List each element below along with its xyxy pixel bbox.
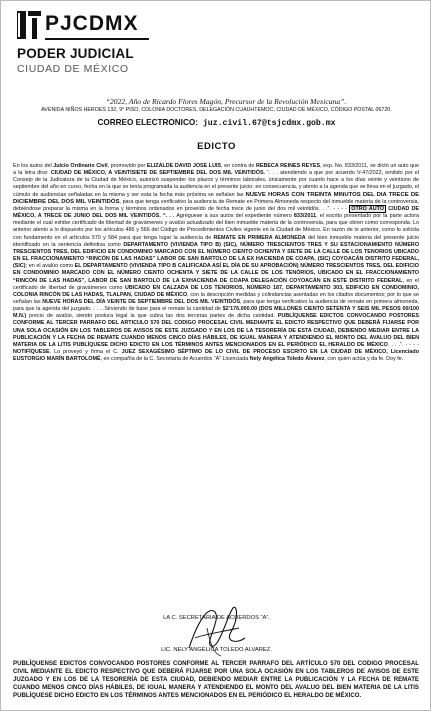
text-run: . . . .”. - - - - — [387, 341, 419, 348]
text-run: , para que tenga verificativo la audiencia de Remate en Primera Almoneda respecto del inmueble materia de la controversia, debiéndose preparar la misma en la forma y términos ordenados en proveído de fecha trece de junio del dos mil veintidós. . .”. - - - - — [13, 198, 420, 212]
text-run: , con la descripción medidas y colindancias asentadas en los citados documentos; por lo que se señalan las — [13, 291, 419, 305]
signature-role: LA C. SECRETARIA DE ACUERDOS “A”. — [163, 615, 270, 621]
text-run: “. . . atendiendo a que por acuerdo V-47/2022, emitido por el Consejo de la Judicatura de la Ciudad de México, autorizó suspender los plazos y términos laborales, únicamente por cuanto hace a los días veinte y veintiuno de septiembre del año en curso, fecha en la que se tenía programada la audiencia en el presente juicio; en consecuencia, y atento a la agenda que se lleva en el juzgado, el cúmulo de audiencias señaladas en la misma y ser esta la fecha más próxima se señalan las — [13, 170, 420, 198]
case-number: 833/2011 — [293, 213, 317, 220]
edict-body — [13, 163, 419, 363]
text-run: precio de avalúo, siendo postura legal la que cubra las dos terceras partes de dicha cantidad. — [26, 313, 278, 320]
property-description: DEPARTAMENTO (VIVIENDA TIPO B) (SIC), NÚMERO TRESCIENTOS TRES Y SU ESTACIONAMIENTO NÚMERO TRESCIENTOS TRES, DEL EDIFICIO EN CONDOMINIO MARCADO CON EL NÚMERO CIENTO OCHENTA Y SIETE DE LA CALLE DE LOS TENORIOS UBICADO EN EL FRACCIONAMIENTO “RINCÓN DE LAS HADAS” LABOR DE SAN BARTOLO DE LA EX HACIENDA DE COAPA, (SIC) COYOACÁN DISTRITO FEDERAL, (SIC) — [13, 241, 420, 270]
emblem-icon — [15, 9, 45, 43]
text-run: , para que tenga verificativo la audiencia de remate en primera almoneda, para que la agenda del juzgado. . . . . — [13, 298, 419, 313]
text-run: Sirviendo de base para el remate la cantidad de — [104, 306, 223, 313]
text-run: CIUDAD DE MÉXICO, A VEINTISIETE DE SEPTIEMBRE DEL DOS MIL VEINTIDÓS. — [50, 170, 266, 177]
plaintiff-name: ELIZALDE DAVID JOSE LUIS — [146, 163, 222, 169]
publication-footer: PUBLÍQUENSE EDICTOS CONVOCANDO POSTORES CONFORME AL TERCER PARRAFO DEL ARTÍCULO 570 DEL CODIGO PROCESAL CIVIL MEDIANTE EL EDICTO RESPECTIVO QUE DEBERÁ FIJARSE POR UNA SOLA OCASIÓN EN LOS TABLEROS DE AVISOS DE ESTE JUZGADO Y EN LOS DE LA TESORERÍA DE ESTA CIUDAD, DEBIENDO MEDIAR ENTRE LA PUBLICACIÓN Y LA FECHA DE REMATE CUANDO MENOS CINCO DÍAS HÁBILES, DE IGUAL MANERA Y ATENDIENDO EL MONTO DEL AVALUO DEL BIEN MATERIA DE LA LITIS PUBLÍQUESE DICHO EDICTO EN LOS TÉRMINOS ANTES MENCIONADOS EN EL PERIÓDICO EL HERALDO DE MÉXICO. — [13, 660, 419, 700]
logo-city: CIUDAD DE MÉXICO — [17, 63, 129, 75]
defendant-name: REBECA REINES REYES — [255, 163, 321, 169]
text-run: CIUDAD DE MÉXICO, A TRECE DE JUNIO DEL DOS MIL VEINTIDÓS. “. . . — [13, 205, 419, 220]
secretary-name: Nely Angélica Toledo Álvarez — [249, 356, 325, 363]
text-run: , con quien actúa y da fe. Doy fe. — [324, 356, 404, 363]
text-run: REMATE EN PRIMERA ALMONEDA — [213, 234, 306, 241]
text-run: , en contra de — [221, 163, 256, 169]
auction-amount: $2’176,000.00 (DOS MILLONES CIENTO SETENTA Y SEIS MIL PESOS 00/100 M.N.) — [13, 306, 419, 320]
document-title: EDICTO — [197, 141, 236, 152]
text-run: Agréguese a sus autos del expediente número — [174, 213, 294, 220]
text-run: ; en el avalúo como — [25, 263, 75, 270]
text-run: , promovido por — [107, 163, 147, 169]
publication-order: PUBLÍQUENSE EDICTOS CONVOCANDO POSTORES CONFORME AL TERCER PARRAFO DEL ARTICULO 570 DEL CODIGO PROCESAL CIVIL MEDIANTE EL EDICTO RESPECTIVO QUE DEBERÁ FIJARSE POR UNA SOLA OCASIÓN EN LOS TABLEROS DE AVISOS DE ESTE JUZGADO Y EN LOS DE LA TESORERÍA DE ESTA CIUDAD, DEBIENDO MEDIAR ENTRE LA PUBLICACIÓN Y LA FECHA DE REMATE CUANDO MENOS CINCO DÍAS HÁBILES, DE IGUAL MANERA Y ATENDIENDO EL MONTO DEL AVALUO DEL BIEN MATERIA DE LA LITIS PUBLÍQUESE DICHO EDICTO EN LOS TÉRMINOS ANTES MENCIONADOS EN EL PERIÓDICO EL HERALDO DE MÉXICO — [13, 313, 420, 348]
other-order-badge: OTRO AUTO — [351, 205, 385, 212]
text-run: , el escrito presentado por la parte actora mediante el cual exhibe certificado de libertad de gravámenes y avalúo actualizado del bien inmueble materia de la controversia, para que obren como corresponda. Lo anterior atento a lo dispuesto por los artículos 486 y 566 del Código de Procedimientos Civiles vigente en la Ciudad de México. En razón de lo anterior, como lo solicita con fundamento en el artículos 570 y 584 para que tenga lugar la audiencia de — [13, 213, 419, 241]
logo-name: PODER JUDICIAL — [17, 46, 134, 61]
text-run: . Lo proveyó y firma el C. — [49, 349, 122, 356]
text-run: , en el certificado de libertad de gravámenes como — [13, 277, 419, 291]
text-run: En los autos del — [13, 163, 54, 169]
text-run: del bien inmueble materia del presente juicio identificado en la sentencia definitiva como — [13, 234, 419, 248]
property-appraisal-description: EL DEPARTAMENTO (VIVIENDA TIPO B CALIFICADA ASÍ EL DÍA DE SU APROBACIÓN) NÚMERO TRESCIENTOS TRES, DEL EDIFICIO EN CONDOMINIO MARCADO CON EL NÚMERO CIENTO OCHENTA Y SIETE DE LA CALLE DE LOS TENÓRIOS, UBICADO EN EL FRACCIONAMIENTO “RINCÓN DE LAS HADAS”, LABOR DE SAN BARTOLO DE LA EXHACIENDA DE COAPA DELEGACIÓN COYOACÁN EN ESTE DISTRITO FEDERAL — [13, 263, 419, 284]
logo-abbreviation: PJCDMX — [45, 12, 139, 35]
text-run: NOTIFÍQUESE — [13, 349, 50, 356]
text-run: Juicio Ordinario Civil — [53, 163, 108, 169]
year-motto: “2022, Año de Ricardo Flores Magón, Precursor de la Revolución Mexicana”. — [105, 97, 347, 106]
institution-logo — [15, 9, 155, 87]
email-value: juz.civil.67@tsjcdmx.gob.mx — [202, 119, 336, 128]
court-address: AVENIDA NIÑOS HEROES 132, 9° PISO, COLONIA DOCTORES, DELEGACIÓN CUAUHTEMOC, CIUDAD DE MÉXICO, CÓDIGO POSTAL 06720. — [41, 107, 392, 113]
property-certificate-description: UBICADO EN CALZADA DE LOS TENORIOS, NÚMERO 187, DEPARTAMENTO 303, EDIFICIO EN CONDOMINIO, COLONIA RINCÓN DE LAS HADAS, TLALPAN, CIUDAD DE MÉXICO — [13, 284, 419, 298]
contact-email — [1, 118, 431, 129]
text-run: , exp. No. 833/2011, se dictó un auto que a la letra dice: — [13, 163, 420, 177]
judge-name: JUEZ SEXAGÉSIMO SÉPTIMO DE LO CIVIL DE PROCESO ESCRITO EN LA CIUDAD DE MÉXICO, Licenciado EUSTORGIO MARÍN BARTOLOMÉ — [13, 349, 419, 363]
hearing-date: NUEVE HORAS CON TREINTA MINUTOS DEL DIA TRECE DE DICIEMBRE DEL DOS MIL VEINTIDÓS — [13, 191, 420, 205]
auction-date: NUEVE HORAS DEL DÍA VEINTE DE SEPTIEMBRE DEL DOS MIL VEINTIDÓS — [42, 298, 241, 305]
signature-name: LIC. NELY ANGÉLICA TOLEDO ALVAREZ. — [161, 647, 272, 653]
text-run: , en compañía de la C. Secretaria de Acuerdos “A” Licenciada — [100, 356, 250, 363]
email-label: CORREO ELECTRONICO: — [97, 118, 198, 127]
logo-divider — [45, 38, 149, 40]
